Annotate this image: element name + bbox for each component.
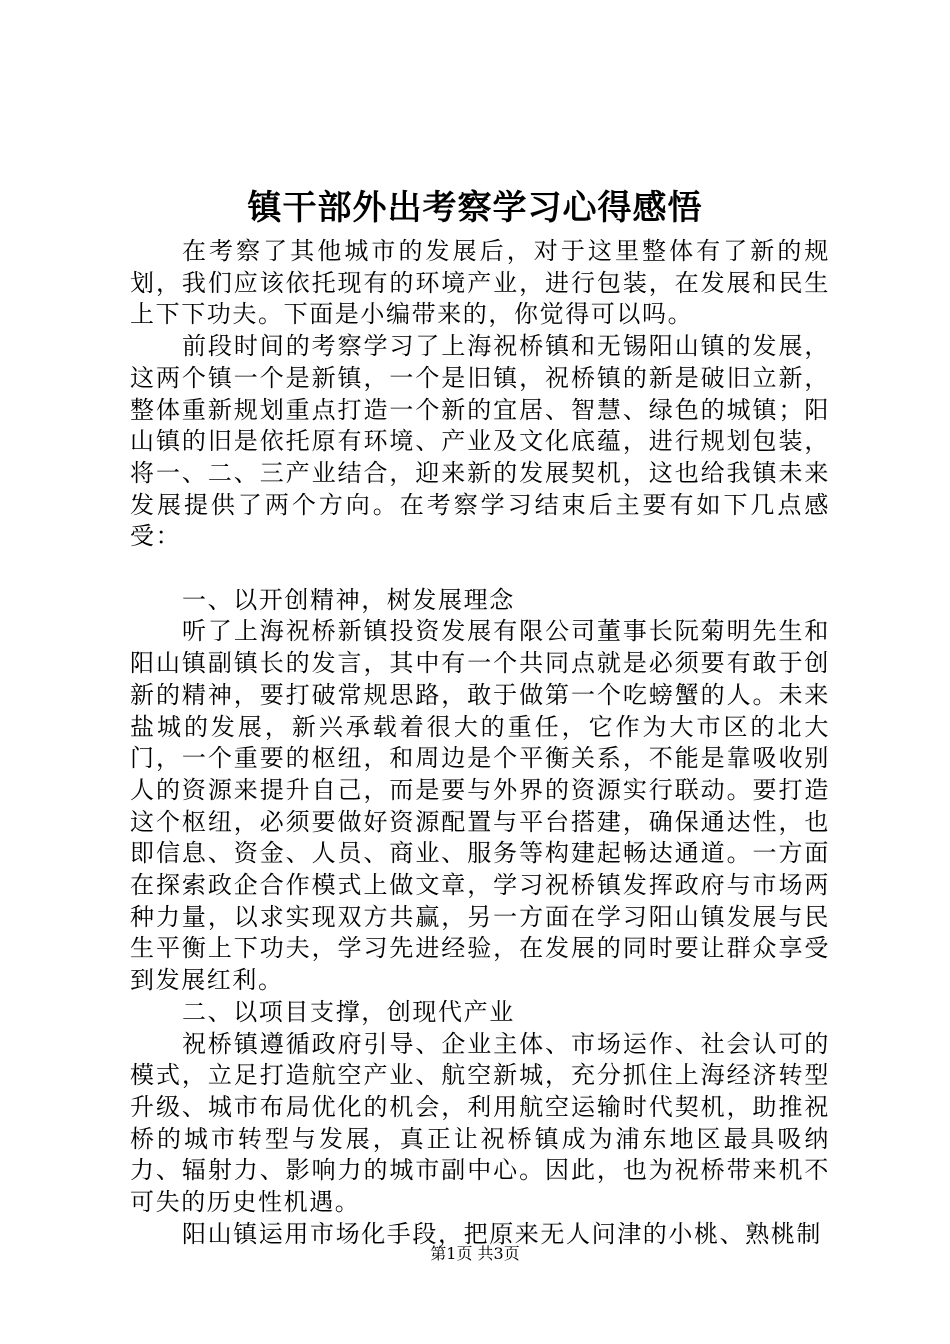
page-footer: 第1页 共3页 (430, 1244, 520, 1263)
paragraph-spacer (130, 553, 830, 585)
paragraph-section-1: 听了上海祝桥新镇投资发展有限公司董事长阮菊明先生和阳山镇副镇长的发言，其中有一个共同点就是必须要有敢于创新的精神，要打破常规思路，敢于做第一个吃螃蟹的人。未来盐城的发展，新兴承载着很大的重任，它作为大市区的北大门，一个重要的枢纽，和周边是个平衡关系，不能是靠吸收别人的资源来提升自己，而是要与外界的资源实行联动。要打造这个枢纽，必须要做好资源配置与平台搭建，确保通达性，也即信息、资金、人员、商业、服务等构建起畅达通道。一方面在探索政企合作模式上做文章，学习祝桥镇发挥政府与市场两种力量，以求实现双方共赢，另一方面在学习阳山镇发展与民生平衡上下功夫，学习先进经验，在发展的同时要让群众享受到发展红利。 (130, 617, 830, 995)
paragraph-intro: 在考察了其他城市的发展后，对于这里整体有了新的规划，我们应该依托现有的环境产业，进行包装，在发展和民生上下下功夫。下面是小编带来的，你觉得可以吗。 (130, 237, 830, 329)
paragraph-section-2a: 祝桥镇遵循政府引导、企业主体、市场运作、社会认可的模式，立足打造航空产业、航空新城，充分抓住上海经济转型升级、城市布局优化的机会，利用航空运输时代契机，助推祝桥的城市转型与发展，真正让祝桥镇成为浦东地区最具吸纳力、辐射力、影响力的城市副中心。因此，也为祝桥带来机不可失的历史性机遇。 (130, 1029, 830, 1217)
paragraph-background: 前段时间的考察学习了上海祝桥镇和无锡阳山镇的发展，这两个镇一个是新镇，一个是旧镇，祝桥镇的新是破旧立新，整体重新规划重点打造一个新的宜居、智慧、绿色的城镇；阳山镇的旧是依托原有环境、产业及文化底蕴，进行规划包装，将一、二、三产业结合，迎来新的发展契机，这也给我镇未来发展提供了两个方向。在考察学习结束后主要有如下几点感受： (130, 332, 830, 551)
paragraph-section-2b: 阳山镇运用市场化手段，把原来无人问津的小桃、熟桃制 (182, 1219, 822, 1248)
document-title: 镇干部外出考察学习心得感悟 (247, 188, 703, 228)
document-body (130, 236, 830, 1250)
section-heading-2: 二、以项目支撑，创现代产业 (182, 997, 515, 1026)
section-heading-1: 一、以开创精神，树发展理念 (182, 585, 515, 614)
